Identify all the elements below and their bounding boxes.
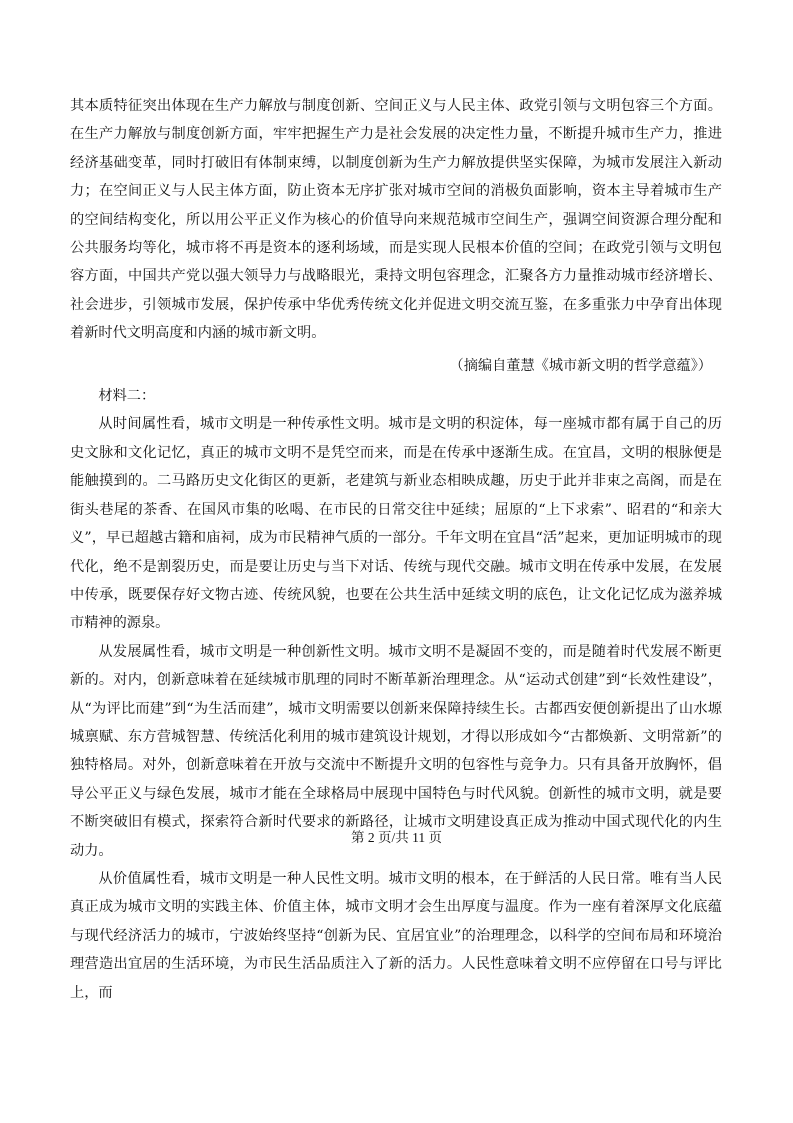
- paragraph-development-attribute: 从发展属性看，城市文明是一种创新性文明。城市文明不是凝固不变的，而是随着时代发展不断更新的。对内，创新意味着在延续城市肌理的同时不断革新治理理念。从“运动式创建”到“长效性建设”，从“为评比而建”到“为生活而建”，城市文明需要以创新来保障持续生长。古都西安便创新提出了山水塬城禀赋、东方营城智慧、传统活化利用的城市建筑设计规划，才得以形成如今“古都焕新、文明常新”的独特格局。对外，创新意味着在开放与交流中不断提升文明的包容性与竞争力。只有具备开放胸怀，倡导公平正义与绿色发展，城市才能在全球格局中展现中国特色与时代风貌。创新性的城市文明，就是要不断突破旧有模式，探索符合新时代要求的新路径，让城市文明建设真正成为推动中国式现代化的内生动力。: [70, 643, 722, 859]
- paragraph-time-attribute: 从时间属性看，城市文明是一种传承性文明。城市是文明的积淀体，每一座城市都有属于自己的历史文脉和文化记忆，真正的城市文明不是凭空而来，而是在传承中逐渐生成。在宜昌，文明的根脉便是能触摸到的。二马路历史文化街区的更新，老建筑与新业态相映成趣，历史于此并非束之高阁，而是在街头巷尾的茶香、在国风市集的吆喝、在市民的日常交往中延续；屈原的“上下求索”、昭君的“和亲大义”，早已超越古籍和庙祠，成为市民精神气质的一部分。千年文明在宜昌“活”起来，更加证明城市的现代化，绝不是割裂历史，而是要让历史与当下对话、传统与现代交融。城市文明在传承中发展，在发展中传承，既要保存好文物古迹、传统风貌，也要在公共生活中延续文明的底色，让文化记忆成为滋养城市精神的源泉。: [70, 416, 722, 632]
- page-number-footer: 第 2 页/共 11 页: [351, 830, 442, 845]
- source-citation: （摘编自董慧《城市新文明的哲学意蕴》）: [449, 357, 712, 374]
- paragraph-value-attribute: 从价值属性看，城市文明是一种人民性文明。城市文明的根本，在于鲜活的人民日常。唯有当人民真正成为城市文明的实践主体、价值主体，城市文明才会生出厚度与温度。作为一座有着深厚文化底蕴与现代经济活力的城市，宁波始终坚持“创新为民、宜居宜业”的治理理念，以科学的空间布局和环境治理营造出宜居的生活环境，为市民生活品质注入了新的活力。人民性意味着文明不应停留在口号与评比上，而: [70, 870, 722, 1001]
- material-two-label: 材料二：: [98, 388, 156, 405]
- paragraph-material-one-ending: 其本质特征突出体现在生产力解放与制度创新、空间正义与人民主体、政党引领与文明包容三个方面。在生产力解放与制度创新方面，牢牢把握生产力是社会发展的决定性力量，不断提升城市生产力，推进经济基础变革，同时打破旧有体制束缚，以制度创新为生产力解放提供坚实保障，为城市发展注入新动力；在空间正义与人民主体方面，防止资本无序扩张对城市空间的消极负面影响，资本主导着城市生产的空间结构变化，所以用公平正义作为核心的价值导向来规范城市空间生产，强调空间资源合理分配和公共服务均等化，城市将不再是资本的逐利场域，而是实现人民根本价值的空间；在政党引领与文明包容方面，中国共产党以强大领导力与战略眼光，秉持文明包容理念，汇聚各方力量推动城市经济增长、社会进步，引领城市发展，保护传承中华优秀传统文化并促进文明交流互鉴，在多重张力中孕育出体现着新时代文明高度和内涵的城市新文明。: [70, 98, 722, 342]
- document-body: [70, 92, 722, 1007]
